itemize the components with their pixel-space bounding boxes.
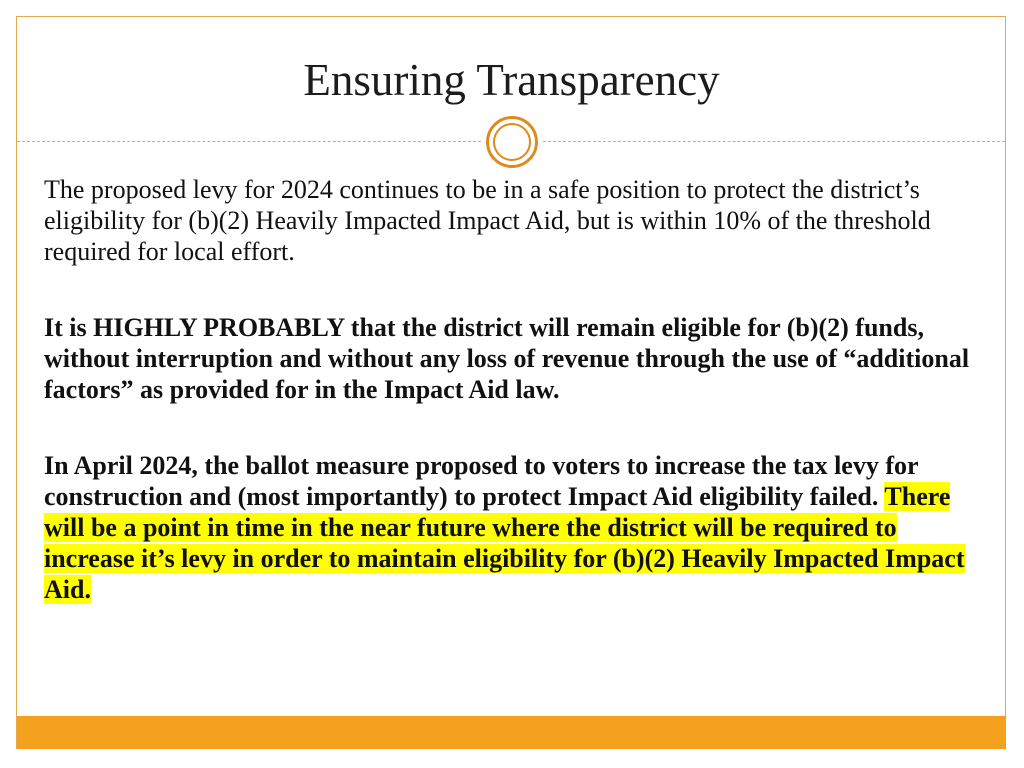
paragraph-ballot-measure bbox=[44, 450, 984, 605]
paragraph-eligibility-probable: It is HIGHLY PROBABLY that the district will remain eligible for (b)(2) funds, without interruption and without any loss of revenue through the use of “additional factors” as provided for in the Impact Aid law. bbox=[44, 313, 970, 404]
slide-title: Ensuring Transparency bbox=[303, 55, 720, 105]
title-divider-left bbox=[17, 141, 481, 142]
ballot-measure-text: In April 2024, the ballot measure proposed to voters to increase the tax levy for construction and (most importantly) to protect Impact Aid eligibility failed. bbox=[44, 451, 919, 511]
title-divider-right bbox=[543, 141, 1005, 142]
circle-ornament-icon bbox=[486, 116, 538, 168]
highlighted-levy-warning: There will be a point in time in the near future where the district will be required to increase it’s levy in order to maintain eligibility for (b)(2) Heavily Impacted Impact Aid. bbox=[44, 482, 965, 604]
slide-body bbox=[44, 174, 984, 605]
footer-bar bbox=[17, 716, 1006, 749]
paragraph-levy-position: The proposed levy for 2024 continues to be in a safe position to protect the district’s eligibility for (b)(2) Heavily Impacted Impact Aid, but is within 10% of the threshold required for local effort. bbox=[44, 175, 931, 266]
